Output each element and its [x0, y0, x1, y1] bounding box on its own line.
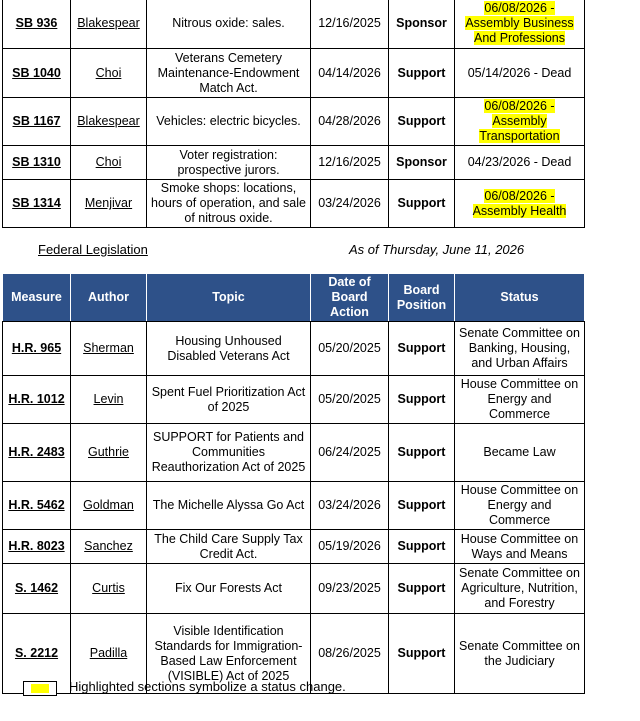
header-status: Status	[455, 274, 585, 322]
position-cell: Support	[389, 322, 455, 376]
topic-cell: Vehicles: electric bicycles.	[147, 98, 311, 146]
date-cell: 12/16/2025	[311, 0, 389, 49]
author-link[interactable]: Sanchez	[71, 530, 147, 564]
table-row	[3, 322, 585, 376]
table-row	[3, 530, 585, 564]
position-cell: Support	[389, 424, 455, 482]
measure-link[interactable]: SB 1310	[3, 146, 71, 180]
position-cell: Support	[389, 614, 455, 694]
status-cell: House Committee on Ways and Means	[455, 530, 585, 564]
topic-cell: Smoke shops: locations, hours of operation, and sale of nitrous oxide.	[147, 180, 311, 228]
table-row	[3, 180, 585, 228]
header-position: Board Position	[389, 274, 455, 322]
author-link[interactable]: Choi	[71, 146, 147, 180]
state-legislation-table	[2, 0, 585, 228]
date-cell: 08/26/2025	[311, 614, 389, 694]
author-link[interactable]: Padilla	[71, 614, 147, 694]
status-cell: Became Law	[455, 424, 585, 482]
position-cell: Support	[389, 98, 455, 146]
topic-cell: Nitrous oxide: sales.	[147, 0, 311, 49]
topic-cell: Voter registration: prospective jurors.	[147, 146, 311, 180]
status-cell: 04/23/2026 - Dead	[455, 146, 585, 180]
position-cell: Sponsor	[389, 0, 455, 49]
topic-cell: Housing Unhoused Disabled Veterans Act	[147, 322, 311, 376]
measure-link[interactable]: S. 2212	[3, 614, 71, 694]
header-date: Date of Board Action	[311, 274, 389, 322]
measure-link[interactable]: H.R. 2483	[3, 424, 71, 482]
measure-link[interactable]: SB 1040	[3, 49, 71, 98]
table-row	[3, 0, 585, 49]
measure-link[interactable]: S. 1462	[3, 564, 71, 614]
position-cell: Support	[389, 564, 455, 614]
status-cell: Senate Committee on the Judiciary	[455, 614, 585, 694]
header-topic: Topic	[147, 274, 311, 322]
author-link[interactable]: Blakespear	[71, 98, 147, 146]
topic-cell: Visible Identification Standards for Immigration-Based Law Enforcement (VISIBLE) Act of 2025	[147, 614, 311, 694]
status-cell: Senate Committee on Agriculture, Nutrition, and Forestry	[455, 564, 585, 614]
table-row	[3, 146, 585, 180]
topic-cell: Veterans Cemetery Maintenance-Endowment Match Act.	[147, 49, 311, 98]
table-row	[3, 424, 585, 482]
measure-link[interactable]: H.R. 5462	[3, 482, 71, 530]
table-row	[3, 98, 585, 146]
header-measure: Measure	[3, 274, 71, 322]
date-cell: 09/23/2025	[311, 564, 389, 614]
date-cell: 04/28/2026	[311, 98, 389, 146]
author-link[interactable]: Curtis	[71, 564, 147, 614]
author-link[interactable]: Goldman	[71, 482, 147, 530]
highlight-swatch	[23, 681, 57, 696]
date-cell: 04/14/2026	[311, 49, 389, 98]
position-cell: Support	[389, 530, 455, 564]
status-cell: 05/14/2026 - Dead	[455, 49, 585, 98]
table-row	[3, 49, 585, 98]
status-cell: House Committee on Energy and Commerce	[455, 482, 585, 530]
status-highlight: 06/08/2026 - Assembly Transportation	[479, 99, 560, 143]
topic-cell: The Child Care Supply Tax Credit Act.	[147, 530, 311, 564]
status-cell	[455, 180, 585, 228]
topic-cell: SUPPORT for Patients and Communities Reauthorization Act of 2025	[147, 424, 311, 482]
author-link[interactable]: Sherman	[71, 322, 147, 376]
measure-link[interactable]: SB 936	[3, 0, 71, 49]
position-cell: Support	[389, 49, 455, 98]
table-row	[3, 482, 585, 530]
topic-cell: Fix Our Forests Act	[147, 564, 311, 614]
date-cell: 03/24/2026	[311, 482, 389, 530]
author-link[interactable]: Guthrie	[71, 424, 147, 482]
legend-text: Highlighted sections symbolize a status change.	[69, 679, 346, 694]
status-cell: House Committee on Energy and Commerce	[455, 376, 585, 424]
measure-link[interactable]: SB 1314	[3, 180, 71, 228]
author-link[interactable]: Blakespear	[71, 0, 147, 49]
measure-link[interactable]: H.R. 8023	[3, 530, 71, 564]
header-row	[3, 274, 585, 322]
status-highlight: 06/08/2026 - Assembly Health	[472, 188, 567, 218]
date-cell: 05/20/2025	[311, 322, 389, 376]
date-cell: 03/24/2026	[311, 180, 389, 228]
position-cell: Support	[389, 482, 455, 530]
table-row	[3, 376, 585, 424]
as-of-date: As of Thursday, June 11, 2026	[349, 242, 525, 257]
status-cell	[455, 0, 585, 49]
date-cell: 05/20/2025	[311, 376, 389, 424]
measure-link[interactable]: H.R. 965	[3, 322, 71, 376]
topic-cell: Spent Fuel Prioritization Act of 2025	[147, 376, 311, 424]
federal-legislation-title[interactable]: Federal Legislation	[38, 242, 148, 257]
position-cell: Support	[389, 180, 455, 228]
measure-link[interactable]: SB 1167	[3, 98, 71, 146]
table-row	[3, 564, 585, 614]
status-cell: Senate Committee on Banking, Housing, and Urban Affairs	[455, 322, 585, 376]
position-cell: Support	[389, 376, 455, 424]
date-cell: 12/16/2025	[311, 146, 389, 180]
date-cell: 05/19/2026	[311, 530, 389, 564]
measure-link[interactable]: H.R. 1012	[3, 376, 71, 424]
position-cell: Sponsor	[389, 146, 455, 180]
author-link[interactable]: Levin	[71, 376, 147, 424]
author-link[interactable]: Menjivar	[71, 180, 147, 228]
status-highlight: 06/08/2026 - Assembly Business And Professions	[465, 1, 574, 45]
status-cell	[455, 98, 585, 146]
date-cell: 06/24/2025	[311, 424, 389, 482]
header-author: Author	[71, 274, 147, 322]
topic-cell: The Michelle Alyssa Go Act	[147, 482, 311, 530]
author-link[interactable]: Choi	[71, 49, 147, 98]
federal-legislation-table	[2, 273, 585, 694]
